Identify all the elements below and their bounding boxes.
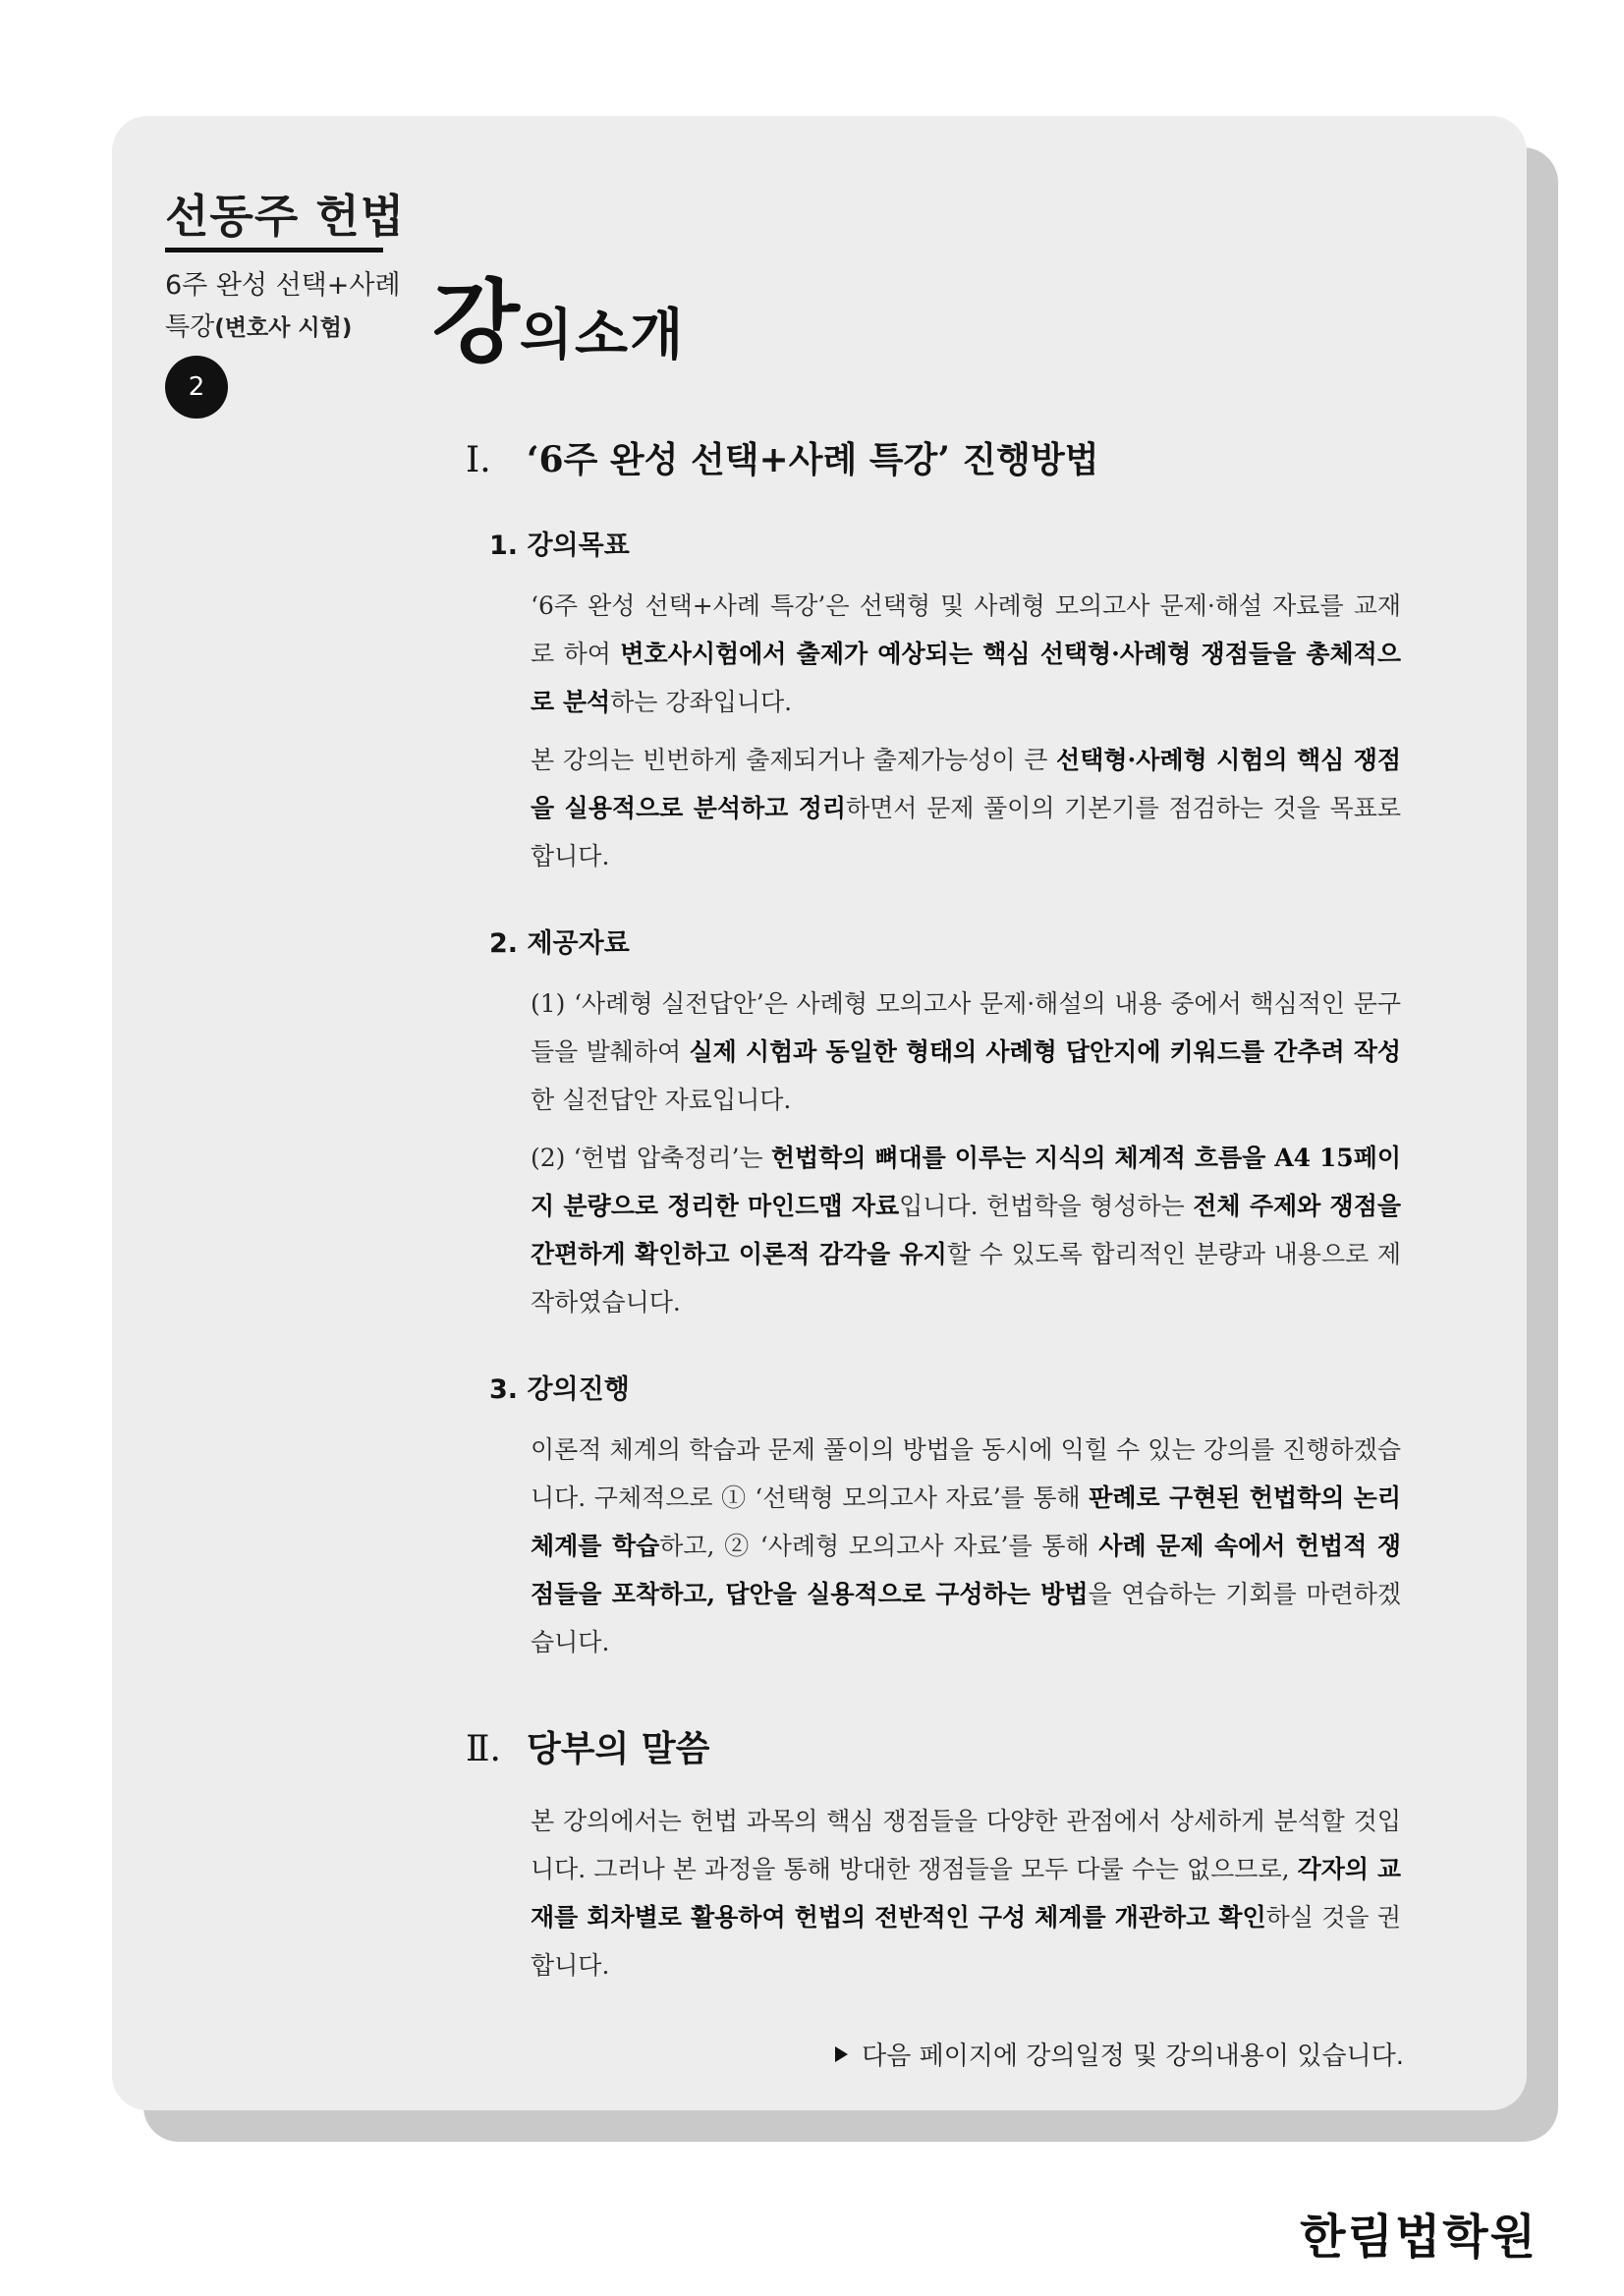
section-number: Ⅱ. — [466, 1729, 501, 1769]
subsection-heading-progress: 3. 강의진행 — [489, 1374, 630, 1405]
section-title: 당부의 말씀 — [527, 1728, 710, 1769]
paragraph — [531, 980, 1401, 1124]
paragraph-emphasis: 판례로 구현된 헌법학의 논리체계를 학습 — [531, 1484, 1401, 1560]
paragraph-text: 하고, ② ‘사례형 모의고사 자료’를 통해 — [659, 1532, 1099, 1560]
page-heading — [432, 269, 686, 375]
next-page-note-text: 다음 페이지에 강의일정 및 강의내용이 있습니다. — [862, 2042, 1404, 2071]
paragraph — [531, 1134, 1401, 1326]
paragraph-emphasis: 변호사시험에서 출제가 예상되는 핵심 선택형·사례형 쟁점들을 총체적으로 분석 — [531, 640, 1401, 716]
main-content — [466, 432, 1401, 1999]
course-subtitle-exam: (변호사 시험) — [214, 315, 353, 341]
course-subtitle-special: 특강 — [165, 312, 215, 342]
paragraph-text: (1) ‘사례형 실전답안’은 사례형 모의고사 문제·해설의 내용 중에서 핵심적인 문구들을 발췌하여 — [531, 989, 1401, 1066]
paragraph — [531, 736, 1401, 880]
paragraph-text: 하는 강좌입니다. — [610, 688, 793, 716]
paragraph-text: 본 강의는 빈번하게 출제되거나 출제가능성이 큰 — [531, 746, 1057, 774]
subsection-heading-materials: 2. 제공자료 — [489, 928, 630, 959]
course-title: 선동주 헌법 — [165, 190, 406, 243]
page-number-badge: 2 — [165, 356, 228, 419]
paragraph-emphasis: 선택형·사례형 시험의 핵심 쟁점을 실용적으로 분석하고 정리 — [531, 746, 1401, 822]
paragraph-text: 하실 것을 권합니다. — [531, 1903, 1401, 1980]
triangle-right-icon — [835, 2046, 848, 2062]
paragraph-text: 을 연습하는 기회를 마련하겠습니다. — [531, 1580, 1401, 1656]
section-number: Ⅰ. — [466, 440, 491, 480]
paragraph-text: 이론적 체계의 학습과 문제 풀이의 방법을 동시에 익힐 수 있는 강의를 진행하겠습니다. 구체적으로 ① ‘선택형 모의고사 자료’를 통해 — [531, 1435, 1401, 1512]
paragraph-text: 하면서 문제 풀이의 기본기를 점검하는 것을 목표로 합니다. — [531, 794, 1401, 870]
paragraph — [531, 1797, 1401, 1989]
next-page-note — [835, 2036, 1404, 2072]
section-heading — [466, 1721, 1401, 1771]
section-heading — [466, 432, 1401, 482]
paragraph-text: 입니다. 헌법학을 형성하는 — [899, 1192, 1194, 1220]
page-heading-initial: 강 — [432, 269, 520, 375]
paragraph-text: (2) ‘헌법 압축정리’는 — [531, 1144, 771, 1172]
course-subtitle — [165, 265, 420, 349]
paragraph — [531, 1426, 1401, 1666]
paragraph-emphasis: 헌법학의 뼈대를 이루는 지식의 체계적 흐름을 A4 15페이지 분량으로 정리한 마인드맵 자료 — [531, 1144, 1401, 1220]
academy-logo: 한림법학원 — [1300, 2210, 1538, 2265]
course-subtitle-line-1: 6주 완성 선택+사례 — [165, 270, 401, 301]
paragraph-text: 본 강의에서는 헌법 과목의 핵심 쟁점들을 다양한 관점에서 상세하게 분석할 것입니다. 그러나 본 과정을 통해 방대한 쟁점들을 모두 다룰 수는 없으므로, — [531, 1807, 1401, 1883]
paragraph-emphasis: 실제 시험과 동일한 형태의 사례형 답안지에 키워드를 간추려 작성 — [689, 1037, 1401, 1066]
paragraph-emphasis: 사례 문제 속에서 헌법적 쟁점들을 포착하고, 답안을 실용적으로 구성하는 방법 — [531, 1532, 1402, 1608]
paragraph — [531, 582, 1401, 726]
section-title: ‘6주 완성 선택+사례 특강’ 진행방법 — [527, 439, 1099, 480]
paragraph-text: ‘6주 완성 선택+사례 특강’은 선택형 및 사례형 모의고사 문제·해설 자료를 교재로 하여 — [531, 591, 1401, 668]
paragraph-text: 할 수 있도록 합리적인 분량과 내용으로 제작하였습니다. — [531, 1240, 1402, 1316]
paragraph-emphasis: 각자의 교재를 회차별로 활용하여 헌법의 전반적인 구성 체계를 개관하고 확인 — [531, 1855, 1401, 1932]
paragraph-emphasis: 전체 주제와 쟁점을 간편하게 확인하고 이론적 감각을 유지 — [531, 1192, 1402, 1268]
page-heading-rest: 의소개 — [519, 303, 686, 367]
course-subtitle-line-2 — [165, 307, 420, 349]
title-underline — [165, 248, 383, 252]
paragraph-text: 한 실전답안 자료입니다. — [531, 1086, 792, 1114]
subsection-heading-goal: 1. 강의목표 — [489, 531, 630, 561]
